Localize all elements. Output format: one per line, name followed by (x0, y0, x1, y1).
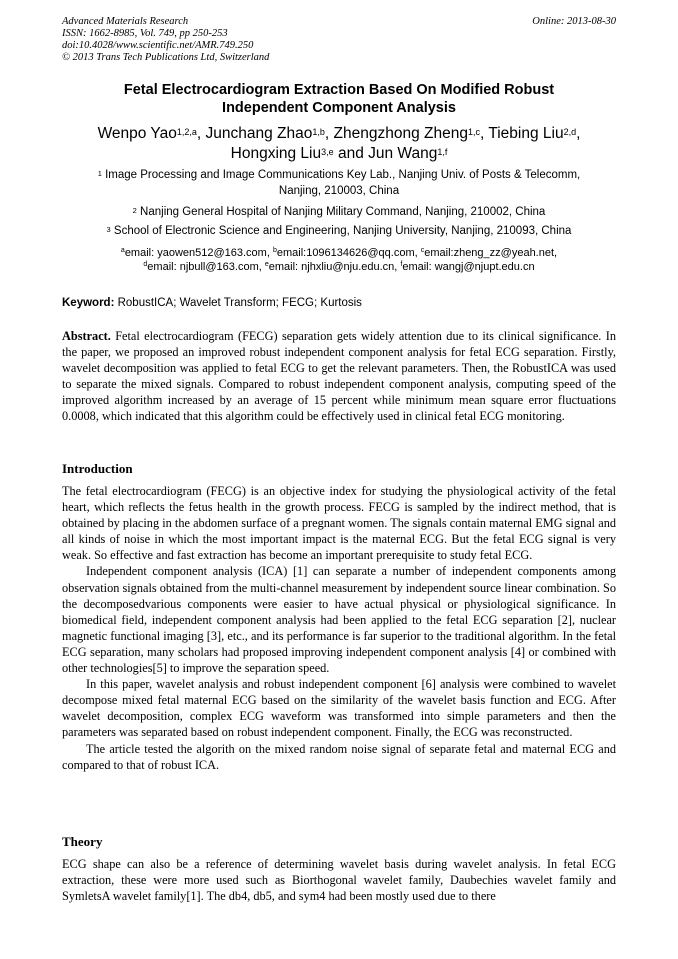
keyword-label: Keyword: (62, 297, 115, 309)
author-line-1 (62, 124, 616, 144)
affiliation-sup: 1 (97, 169, 102, 178)
introduction-body (62, 483, 616, 773)
affiliation-2 (62, 204, 616, 220)
paragraph: ECG shape can also be a reference of determining wavelet basis during wavelet analysis. In fetal ECG extraction, these were more used such as Biorthogonal wavelet family, Daubechies wavelet family and SymletsA wavelet family[1]. The db4, db5, and sym4 had been mostly used due to there (62, 857, 616, 904)
author-sup: 1,c (467, 127, 480, 137)
email-sup: a (120, 247, 125, 254)
paragraph: In this paper, wavelet analysis and robust independent component [6] analysis were combined to wavelet decompose mixed fetal maternal ECG based on the similarity of the wavelet basis function and ECG. After wavelet decomposition, complex ECG waveform was transformed into simple parameters and then the parameters was separated based on robust independent component. Finally, the ECG was reconstructed. (62, 677, 616, 740)
email-address[interactable]: email: wangj@njupt.edu.cn (402, 261, 535, 273)
email-address[interactable]: email: njhxliu@nju.edu.cn, (268, 261, 401, 273)
author-sup: 1,2,a (176, 127, 197, 137)
issn: ISSN: 1662-8985, Vol. 749, pp 250-253 (62, 28, 228, 39)
abstract-text: Fetal electrocardiogram (FECG) separation gets widely attention due to its clinical significance. In the paper, we proposed an improved robust independent component analysis for fetal ECG separation. Firstly, wavelet decomposition was applied to fetal ECG to get the relevant parameters. Then, the RobustICA was used to separate the mixed signals. Compared to robust independent component analysis, computing speed of the improved algorithm increased by an average of 15 percent while minimum mean square error fluctuations 0.0008, which indicated that this algorithm could be effectively used in clinical fetal ECG monitoring. (62, 329, 616, 424)
paper-title (62, 81, 616, 117)
author-sup: 1,f (437, 147, 448, 157)
author-name: Jun Wang (368, 145, 438, 162)
affiliation-sup: 3 (106, 225, 111, 234)
copyright: © 2013 Trans Tech Publications Ltd, Switzerland (62, 52, 270, 63)
keywords (62, 296, 616, 310)
author-sup: 3,e (321, 147, 334, 157)
email-address[interactable]: email: yaowen512@163.com, (124, 247, 273, 259)
author-list (62, 124, 616, 164)
email-address[interactable]: email:zheng_zz@yeah.net, (424, 247, 558, 259)
email-sup: e (264, 261, 269, 268)
affiliation-3 (62, 223, 616, 239)
author-sup: 2,d (563, 127, 577, 137)
email-address[interactable]: email: njbull@163.com, (147, 261, 265, 273)
affiliation-1 (62, 167, 616, 199)
author-and: and (333, 145, 369, 162)
email-address[interactable]: email:1096134626@qq.com, (276, 247, 421, 259)
paragraph: Independent component analysis (ICA) [1] can separate a number of independent components among observation signals obtained from the multi-channel measurement by independent source linear combination. So the decomposedvarious components were easier to have actual physical or physiological significance. In biomedical field, independent component analysis had been applied to the fetal ECG separation [2], nuclear magnetic functional imaging [3], etc., and its performance is far superior to the traditional algorithm. In the fetal ECG separation, many scholars had proposed improving independent component analysis [4] or combined with other technologies[5] to improve the separation speed. (62, 564, 616, 676)
affiliation-text: Nanjing General Hospital of Nanjing Military Command, Nanjing, 210002, China (140, 206, 546, 218)
author-name: Hongxing Liu (230, 145, 322, 162)
author-name: Tiebing Liu (488, 125, 564, 142)
email-sup: d (143, 261, 148, 268)
author-name: Junchang Zhao (205, 125, 313, 142)
affiliation-text: School of Electronic Science and Engineering, Nanjing University, Nanjing, 210093, China (113, 225, 572, 237)
author-sep: , (324, 125, 334, 142)
theory-body (62, 856, 616, 904)
author-line-2 (62, 144, 616, 164)
author-sup: 1,b (312, 127, 325, 137)
section-heading-theory: Theory (62, 834, 103, 849)
journal-name: Advanced Materials Research (62, 16, 189, 27)
affiliation-sup: 2 (132, 206, 137, 215)
title-line-1: Fetal Electrocardiogram Extraction Based On Modified Robust (123, 82, 555, 98)
affiliation-text: Image Processing and Image Communications Key Lab., Nanjing Univ. of Posts & Telecomm, (105, 169, 581, 181)
keyword-text: RobustICA; Wavelet Transform; FECG; Kurtosis (114, 297, 362, 309)
email-sup: c (420, 247, 425, 254)
affiliation-text: Nanjing, 210003, China (278, 185, 400, 197)
email-sup: b (272, 247, 277, 254)
author-sep: , (479, 125, 489, 142)
doi: doi:10.4028/www.scientific.net/AMR.749.250 (62, 40, 254, 51)
author-name: Wenpo Yao (97, 125, 177, 142)
abstract-label: Abstract. (62, 329, 111, 343)
abstract (62, 328, 616, 425)
section-heading-introduction: Introduction (62, 461, 133, 476)
journal-header (62, 16, 269, 64)
title-line-2: Independent Component Analysis (222, 100, 456, 116)
author-name: Zhengzhong Zheng (333, 125, 468, 142)
author-sep: , (196, 125, 206, 142)
paragraph: The fetal electrocardiogram (FECG) is an objective index for studying the physiological activity of the fetal heart, which reflects the fetus health in the growth process. FECG is sampled by the indirect method, that is obtained by placing in the abdomen surface of a pregnant women. The signals contain maternal EMG signal and all kinds of noise in which the most important impact is the maternal ECG. But the fetal ECG signal is very weak. So effective and fast extraction has become an important prerequisite to study fetal ECG. (62, 484, 616, 563)
email-sup: f (400, 261, 403, 268)
paragraph: The article tested the algorith on the mixed random noise signal of separate fetal and maternal ECG and compared to that of robust ICA. (62, 741, 616, 772)
online-date: Online: 2013-08-30 (532, 16, 616, 27)
author-sep: , (576, 125, 581, 142)
email-list (62, 246, 616, 274)
